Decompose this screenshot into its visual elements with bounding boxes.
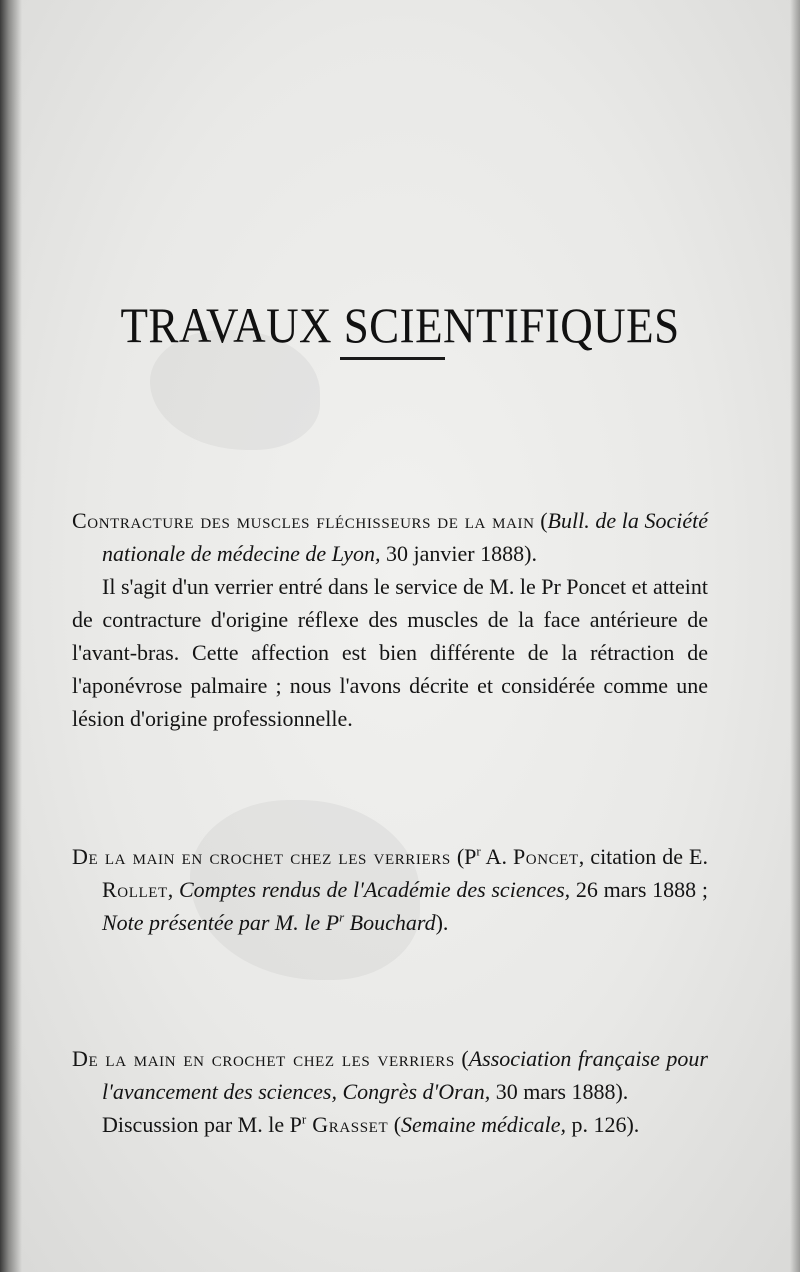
- entry-heading: De la main en crochet chez les verriers ($P^r$ A. Poncet, citation de E. Rollet, Comptes rendus de l'Académie des sciences, 26 mars 1888 ; Note présentée par M. le $P^r$ Bouchard).: [72, 843, 708, 935]
- entry-heading: De la main en crochet chez les verriers (Association française pour l'avancement des sciences, Congrès d'Oran, 30 mars 1888).: [72, 1046, 708, 1104]
- author-name: Grasset: [306, 1112, 389, 1137]
- entry-title: De la main en crochet chez les verriers: [72, 844, 451, 869]
- title-rule: [340, 357, 445, 360]
- page-title: TRAVAUX SCIENTIFIQUES: [120, 296, 680, 353]
- page-shadow-left: [0, 0, 22, 1272]
- entry-date: 30 janvier 1888: [380, 541, 525, 566]
- entry-source: Semaine médicale,: [401, 1112, 566, 1137]
- entry-title: De la main en crochet chez les verriers: [72, 1046, 455, 1071]
- entry-date: 30 mars 1888: [490, 1079, 616, 1104]
- entry-contracture: [72, 504, 708, 735]
- author-name: Rollet: [102, 877, 168, 902]
- entry-body: Il s'agit d'un verrier entré dans le service de M. le Pr Poncet et atteint de contracture d'origine réflexe des muscles de la face antérieure de l'avant-bras. Cette affection est bien différente de la rétraction de l'aponévrose palmaire ; nous l'avons décrite et considérée comme une lésion d'origine professionnelle.: [72, 574, 708, 731]
- entry-main-en-crochet-1: [72, 840, 708, 939]
- entry-source: Bull. de la Société nationale de médecine de Lyon,: [102, 508, 708, 566]
- author-name: Poncet: [512, 844, 579, 869]
- entry-source: Association française pour l'avancement des sciences, Congrès d'Oran,: [102, 1046, 708, 1104]
- entry-discussion: Discussion par M. le $P^r$ Grasset (Semaine médicale, p. 126).: [102, 1111, 640, 1137]
- entry-source: Comptes rendus de l'Académie des sciences,: [179, 877, 571, 902]
- entry-heading: Contracture des muscles fléchisseurs de la main (Bull. de la Société nationale de médecine de Lyon, 30 janvier 1888).: [72, 508, 708, 566]
- page-shadow-right: [790, 0, 800, 1272]
- entry-title: Contracture des muscles fléchisseurs de la main: [72, 508, 535, 533]
- entry-main-en-crochet-2: [72, 1042, 708, 1141]
- entry-date: 26 mars 1888 ;: [570, 877, 708, 902]
- entry-page: p. 126: [565, 1112, 627, 1137]
